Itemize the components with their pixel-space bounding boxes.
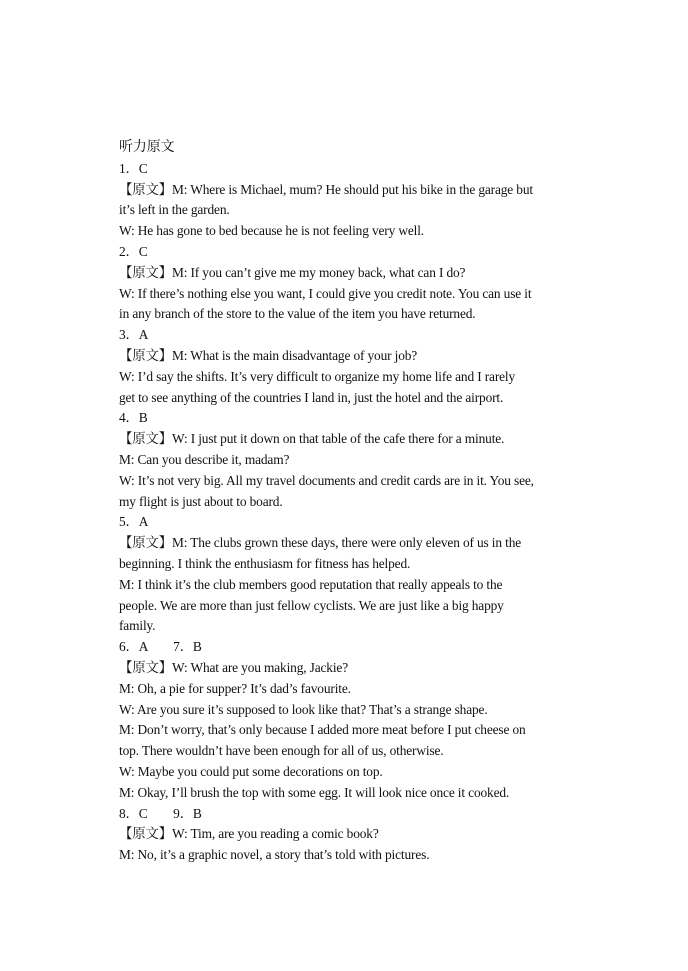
transcript-line: M: Can you describe it, madam? [119, 451, 290, 467]
transcript-line: my flight is just about to board. [119, 493, 283, 509]
transcript-line: W: Maybe you could put some decorations on top. [119, 763, 383, 779]
answer-line: 1．C [119, 160, 148, 176]
transcript-line: family. [119, 618, 156, 634]
transcript-line: M: No, it’s a graphic novel, a story that’s told with pictures. [119, 847, 430, 863]
transcript-body [119, 138, 574, 866]
transcript-line: in any branch of the store to the value of the item you have returned. [119, 306, 476, 322]
transcript-line: 【原文】W: What are you making, Jackie? [119, 659, 349, 675]
transcript-line: 【原文】W: I just put it down on that table of the cafe there for a minute. [119, 431, 505, 447]
transcript-line: W: I’d say the shifts. It’s very difficult to organize my home life and I rarely [119, 368, 516, 384]
transcript-line: 【原文】M: Where is Michael, mum? He should put his bike in the garage but [119, 181, 533, 197]
transcript-line: people. We are more than just fellow cyclists. We are just like a big happy [119, 597, 504, 613]
transcript-line: M: I think it’s the club members good reputation that really appeals to the [119, 576, 503, 592]
transcript-line: M: Oh, a pie for supper? It’s dad’s favourite. [119, 680, 351, 696]
transcript-line: 【原文】M: If you can’t give me my money back, what can I do? [119, 264, 466, 280]
transcript-line: top. There wouldn’t have been enough for all of us, otherwise. [119, 743, 444, 759]
transcript-line: W: If there’s nothing else you want, I could give you credit note. You can use it [119, 285, 532, 301]
transcript-line: beginning. I think the enthusiasm for fitness has helped. [119, 555, 411, 571]
transcript-line: W: It’s not very big. All my travel documents and credit cards are in it. You see, [119, 472, 534, 488]
answer-line: 5．A [119, 514, 149, 530]
transcript-line: get to see anything of the countries I land in, just the hotel and the airport. [119, 389, 504, 405]
transcript-line: M: Okay, I’ll brush the top with some egg. It will look nice once it cooked. [119, 784, 510, 800]
transcript-line: 【原文】M: What is the main disadvantage of your job? [119, 347, 418, 363]
answer-line: 4．B [119, 410, 148, 426]
transcript-line: 【原文】M: The clubs grown these days, there were only eleven of us in the [119, 535, 522, 551]
transcript-line: W: He has gone to bed because he is not feeling very well. [119, 223, 425, 239]
answer-line: 3．A [119, 327, 149, 343]
transcript-line: W: Are you sure it’s supposed to look like that? That’s a strange shape. [119, 701, 488, 717]
transcript-line: 【原文】W: Tim, are you reading a comic book? [119, 826, 379, 842]
answer-line: 6．A 7．B [119, 639, 202, 655]
transcript-line: M: Don’t worry, that’s only because I added more meat before I put cheese on [119, 722, 526, 738]
transcript-line: it’s left in the garden. [119, 202, 230, 218]
answer-line: 8．C 9．B [119, 805, 202, 821]
section-heading: 听力原文 [119, 140, 175, 155]
answer-line: 2．C [119, 243, 148, 259]
